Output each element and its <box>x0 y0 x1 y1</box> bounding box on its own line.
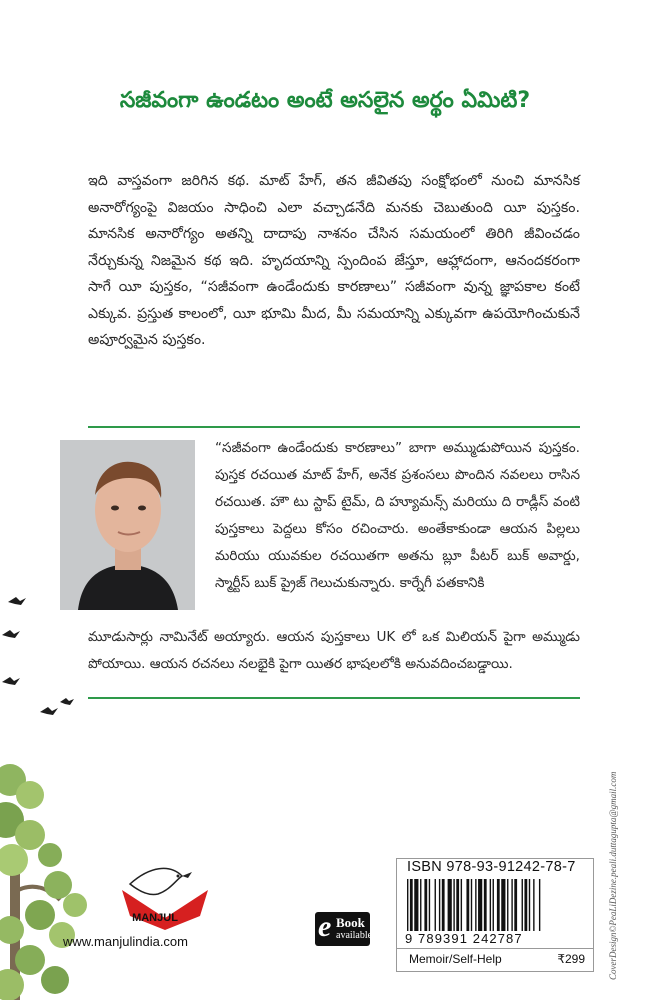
divider-top <box>88 426 580 428</box>
ebook-sub: available <box>336 930 373 941</box>
ebook-word: Book <box>336 915 365 930</box>
book-category: Memoir/Self-Help <box>409 952 502 966</box>
cover-design-credit: CoverDesign©PeaLiDezine.peali.duttagupta@gmail.com <box>608 771 618 980</box>
barcode-digits: 9 789391 242787 <box>405 931 523 946</box>
ebook-available-badge <box>315 910 373 946</box>
divider-bottom <box>88 697 580 699</box>
barcode <box>407 879 583 931</box>
publisher-website: www.manjulindia.com <box>63 934 188 949</box>
category-row <box>397 948 593 971</box>
book-price: ₹299 <box>557 952 585 966</box>
isbn-label: ISBN 978-93-91242-78-7 <box>407 859 576 875</box>
author-bio: “సజీవంగా ఉండేందుకు కారణాలు” బాగా అమ్ముడుపోయిన పుస్తకం. పుస్తక రచయిత మాట్ హేగ్, అనేక ప్రశంసలు పొందిన నవలలు రాసిన రచయిత. హౌ టు స్టాప్ టైమ్, ది హ్యూమన్స్ మరియు ది రాడ్లీస్ వంటి పుస్తకాలు పెద్దలు కోసం రచించారు. అంతేకాకుండా ఆయన పిల్లలు మరియు యువకుల రచయితగా అతను బ్లూ పీటర్ బుక్ అవార్డు, స్మార్టీస్ బుక్ ప్రైజ్ గెలుచుకున్నారు. కార్నేగీ పతకానికి <box>215 440 580 591</box>
book-blurb: ఇది వాస్తవంగా జరిగిన కథ. మాట్ హేగ్, తన జీవితపు సంక్షోభంలో నుంచి మానసిక అనారోగ్యంపై విజయం సాధించి ఎలా వచ్చాడనేది మనకు చెబుతుంది యీ పుస్తకం. మానసిక అనారోగ్యం అతన్ని దాదాపు నాశనం చేసిన సమయంలో తిరిగి జీవించడం నేర్చుకున్న నిజమైన కథ ఇది. హృదయాన్ని స్పందింప జేస్తూ, ఆహ్లాదంగా, ఆనందకరంగా సాగే యీ పుస్తకం, “సజీవంగా ఉండేందుకు కారణాలు” సజీవంగా వున్న జ్ఞాపకాల కంటే ఎక్కువ. ప్రస్తుత కాలంలో, యీ భూమి మీద, మీ సమయాన్ని ఎక్కువగా ఉపయోగించుకునే అపూర్వమైన పుస్తకం. <box>88 173 580 348</box>
book-title: సజీవంగా ఉండటం అంటే అసలైన అర్థం ఏమిటి? <box>119 88 531 113</box>
author-bio-continued: మూడుసార్లు నామినేట్ అయ్యారు. ఆయన పుస్తకాలు UK లో ఒక మిలియన్ పైగా అమ్ముడు పోయాయి. ఆయన రచనలు నలభైకి పైగా యితర భాషలలోకి అనువదించబడ్డాయి. <box>88 629 580 672</box>
tree-illustration <box>0 760 90 1000</box>
flying-birds-illustration <box>0 590 90 730</box>
ebook-letter: e <box>318 910 332 943</box>
author-photo <box>60 440 195 610</box>
publisher-name: MANJUL <box>132 912 178 924</box>
isbn-box <box>396 858 594 972</box>
